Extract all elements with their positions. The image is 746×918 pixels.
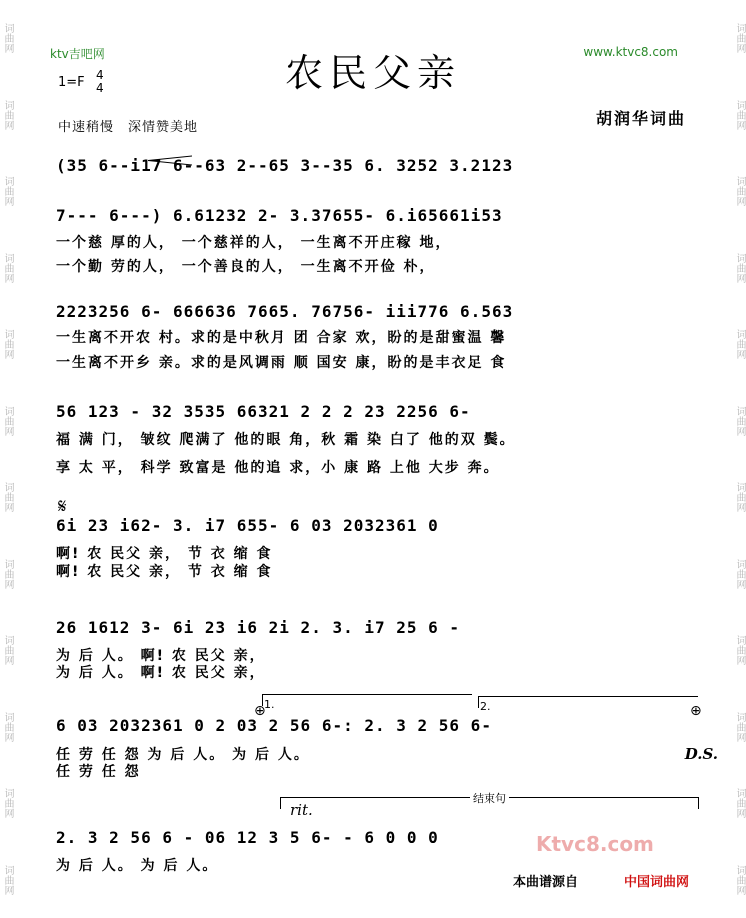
source-label: 本曲谱源自 xyxy=(513,875,579,890)
lyric-row-3-verse-1: 一生离不开农 村。求的是中秋月 团 合家 欢，盼的是甜蜜温 馨 xyxy=(56,330,507,346)
lyric-row-7-verse-1: 任 劳 任 怨 为 后 人。 为 后 人。 xyxy=(56,747,310,763)
meter-top: 4 xyxy=(96,68,104,82)
site-link-right[interactable]: www.ktvc8.com xyxy=(583,45,678,59)
notation-row-1-notes: (35 6--i17 6--63 2--65 3--35 6. 3252 3.2123 xyxy=(56,156,514,175)
lyric-row-5-verse-1: 啊! 农 民父 亲， 节 衣 缩 食 xyxy=(56,546,273,562)
notation-row-6-notes: 26 1612 3- 6i 23 i6 2i 2. 3. i7 25 6 - xyxy=(56,618,461,637)
ending-bracket-tick-left xyxy=(280,797,281,809)
first-ending-label: 1. xyxy=(264,698,275,711)
second-ending-bracket xyxy=(478,696,698,697)
segno-sign: 𝄋 xyxy=(58,494,67,518)
notation-row-5-notes: 6i 23 i62- 3. i7 655- 6 03 2032361 0 xyxy=(56,516,439,535)
watermark-logo: Ktvc8.com xyxy=(536,832,654,856)
second-ending-label: 2. xyxy=(480,700,491,713)
lyric-row-6-verse-2: 为 后 人。 啊! 农 民父 亲， xyxy=(56,665,266,681)
second-ending-bracket-tick xyxy=(478,696,479,708)
lyric-row-3-verse-2: 一生离不开乡 亲。求的是风调雨 顺 国安 康，盼的是丰衣足 食 xyxy=(56,355,507,371)
coda-sign-second: ⊕ xyxy=(690,703,702,719)
site-link-left[interactable]: ktv吉吧网 xyxy=(50,47,105,61)
lyric-row-2-verse-2: 一个勤 劳的人， 一个善良的人， 一生离不开俭 朴， xyxy=(56,259,436,275)
notation-row-3-notes: 2223256 6- 666636 7665. 76756- iii776 6.563 xyxy=(56,302,514,321)
ending-bracket-tick-right xyxy=(698,797,699,809)
notation-row-1 xyxy=(56,156,724,188)
notation-row-8-notes: 2. 3 2 56 6 - 06 12 3 5 6- - 6 0 0 0 xyxy=(56,828,439,847)
ritardando-mark: rit. xyxy=(290,801,313,819)
time-signature xyxy=(96,69,104,95)
lyric-row-8-verse-1: 为 后 人。 为 后 人。 xyxy=(56,858,219,874)
lyric-row-6-verse-1: 为 后 人。 啊! 农 民父 亲， xyxy=(56,648,266,664)
lyric-row-5-verse-2: 啊! 农 民父 亲， 节 衣 缩 食 xyxy=(56,564,273,580)
lyric-row-2-verse-1: 一个慈 厚的人， 一个慈祥的人， 一生离不开庄稼 地， xyxy=(56,235,452,251)
source-site-link[interactable]: 中国词曲网 xyxy=(624,875,690,890)
notation-row-7-notes: 6 03 2032361 0 2 03 2 56 6-: 2. 3 2 56 6- xyxy=(56,716,492,735)
left-margin-watermark: 词曲网 词曲网 词曲网 词曲网 词曲网 词曲网 词曲网 词曲网 词曲网 词曲网 词曲网 词曲网 xyxy=(2,23,13,895)
lyric-row-4-verse-1: 福 满 门， 皱纹 爬满了 他的眼 角，秋 霜 染 白了 他的双 鬓。 xyxy=(56,432,516,448)
notation-row-4-notes: 56 123 - 32 3535 66321 2 2 2 23 2256 6- xyxy=(56,402,471,421)
lyric-row-4-verse-2: 享 太 平， 科学 致富是 他的追 求，小 康 路 上他 大步 奔。 xyxy=(56,460,500,476)
tempo-marking: 中速稍慢 深情赞美地 xyxy=(58,120,199,135)
key-signature: 1=F xyxy=(58,75,85,90)
coda-sign-first: ⊕ xyxy=(254,703,266,719)
song-title: 农民父亲 xyxy=(284,51,461,95)
first-ending-bracket xyxy=(262,694,472,695)
meter-bottom: 4 xyxy=(96,81,104,95)
notation-row-2-notes: 7--- 6---) 6.61232 2- 3.37655- 6.i65661i53 xyxy=(56,206,503,225)
dal-segno-mark: D.S. xyxy=(684,745,718,763)
lyric-row-7-verse-2: 任 劳 任 怨 xyxy=(56,764,141,780)
ending-phrase-label: 结束句 xyxy=(470,790,509,806)
composer-credit: 胡润华词曲 xyxy=(595,109,686,128)
right-margin-watermark: 词曲网 词曲网 词曲网 词曲网 词曲网 词曲网 词曲网 词曲网 词曲网 词曲网 词曲网 词曲网 xyxy=(734,23,745,895)
